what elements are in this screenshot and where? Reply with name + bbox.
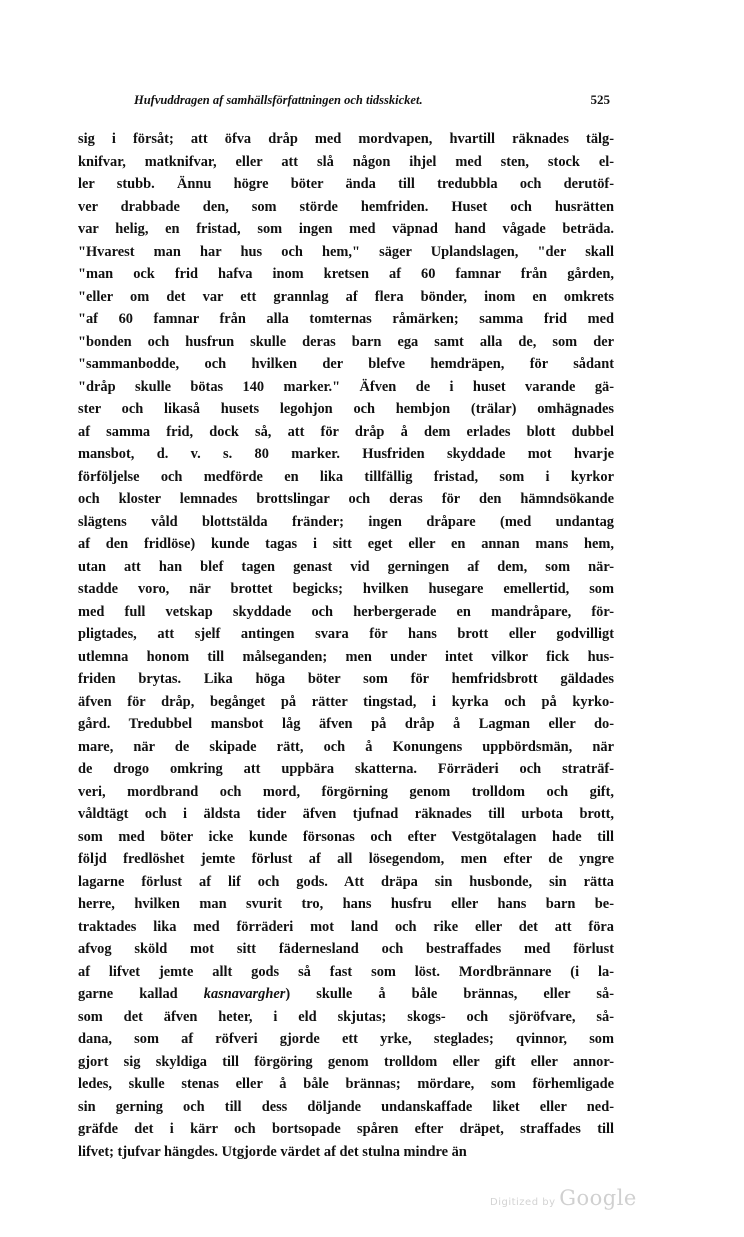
book-page: [78, 92, 614, 1163]
text-line: och kloster lemnades brottslingar och deras för den hämndsökande: [78, 491, 614, 507]
text-line: mare, när de skipade rätt, och å Konungens uppbördsmän, när: [78, 738, 614, 755]
text-line: ver drabbade den, som störde hemfriden. Huset och husrätten: [78, 198, 614, 215]
text-line: af lifvet jemte allt gods så fast som löst. Mordbrännare (i la-: [78, 963, 614, 980]
text-line: traktades lika med förräderi mot land och rike eller det att föra: [78, 918, 614, 935]
text-line: sig i försåt; att öfva dråp med mordvapen, hvartill räknades tälg-: [78, 131, 614, 147]
body-text: [78, 128, 614, 1163]
text-line: "bonden och husfrun skulle deras barn ega samt alla de, som der: [78, 333, 614, 350]
text-line: följd fredlöshet jemte förlust af all lösegendom, men efter de yngre: [78, 851, 614, 867]
running-head: [78, 92, 614, 114]
watermark-prefix: Digitized by: [490, 1197, 560, 1208]
text-line: pligtades, att sjelf antingen svara för hans brott eller godvilligt: [78, 626, 614, 642]
text-line: afvog sköld mot sitt fädernesland och bestraffades med förlust: [78, 941, 614, 957]
text-line: utlemna honom till målseganden; men under intet vilkor fick hus-: [78, 648, 614, 665]
text-line: friden brytas. Lika höga böter som för hemfridsbrott gäldades: [78, 671, 614, 687]
text-line: utan att han blef tagen genast vid gerningen af dem, som när-: [78, 558, 614, 575]
text-line: lifvet; tjufvar hängdes. Utgjorde värdet af det stulna mindre än: [78, 1143, 467, 1160]
text-line: som det äfven heter, i eld skjutas; skogs- och sjöröfvare, så-: [78, 1008, 614, 1025]
text-line: ler stubb. Ännu högre böter ända till tredubbla och derutöf-: [78, 176, 614, 192]
text-line: af samma frid, dock så, att för dråp å dem erlades blott dubbel: [78, 423, 614, 440]
text-line: "man ock frid hafva inom kretsen af 60 famnar från gården,: [78, 266, 614, 282]
text-line: med full vetskap skyddade och herbergerade en mandråpare, för-: [78, 603, 614, 620]
text-line: "Hvarest man har hus och hem," säger Uplandslagen, "der skall: [78, 243, 614, 260]
line-segment: ) skulle å båle brännas, eller så-: [285, 986, 614, 1002]
google-logo-text: Google: [559, 1186, 637, 1210]
text-line: förföljelse och medförde en lika tillfällig fristad, som i kyrkor: [78, 468, 614, 485]
text-line: äfven för dråp, begånget på rätter tingstad, i kyrka och på kyrko-: [78, 693, 614, 710]
text-line: af den fridlöse) kunde tagas i sitt eget eller en annan mans hem,: [78, 536, 614, 552]
running-title: Hufvuddragen af samhällsförfattningen och tidsskicket.: [134, 93, 423, 107]
text-line: stadde voro, när brottet begicks; hvilken husegare emellertid, som: [78, 581, 614, 597]
text-line: gräfde det i kärr och bortsopade spåren efter dräpet, straffades till: [78, 1121, 614, 1137]
digitized-by-google-watermark: [490, 1186, 637, 1210]
text-line: våldtägt och i äldsta tider äfven tjufnad räknades till urbota brott,: [78, 806, 614, 822]
text-line: de drogo omkring att uppbära skatterna. Förräderi och straträf-: [78, 761, 614, 777]
text-line: som med böter icke kunde försonas och efter Vestgötalagen hade till: [78, 828, 614, 845]
text-line: herre, hvilken man svurit tro, hans husfru eller hans barn be-: [78, 896, 614, 912]
text-line: dana, som af röfveri gjorde ett yrke, steglades; qvinnor, som: [78, 1031, 614, 1047]
text-line: "dråp skulle bötas 140 marker." Äfven de i huset varande gä-: [78, 378, 614, 395]
text-line: knifvar, matknifvar, eller att slå någon ihjel med sten, stock el-: [78, 153, 614, 170]
italic-term-kasnavargher: kasnavargher: [203, 986, 286, 1002]
text-line: lagarne förlust af lif och gods. Att dräpa sin husbonde, sin rätta: [78, 873, 614, 890]
text-line: "af 60 famnar från alla tomternas råmärken; samma frid med: [78, 311, 614, 327]
text-line: sin gerning och till dess döljande undanskaffade liket eller ned-: [78, 1098, 614, 1115]
text-line: mansbot, d. v. s. 80 marker. Husfriden skyddade mot hvarje: [78, 446, 614, 462]
text-line: gård. Tredubbel mansbot låg äfven på dråp å Lagman eller do-: [78, 716, 614, 732]
text-line: ster och likaså husets legohjon och hembjon (trälar) omhägnades: [78, 401, 614, 417]
text-line: slägtens våld blottstälda fränder; ingen dråpare (med undantag: [78, 513, 614, 530]
text-line: "sammanbodde, och hvilken der blefve hemdräpen, för sådant: [78, 356, 614, 372]
text-line: veri, mordbrand och mord, förgörning genom trolldom och gift,: [78, 783, 614, 800]
line-segment: garne kallad: [78, 986, 204, 1002]
text-line: gjort sig skyldiga till förgöring genom trolldom eller gift eller annor-: [78, 1053, 614, 1070]
page-number: 525: [590, 92, 610, 107]
text-line: "eller om det var ett grannlag af flera bönder, inom en omkrets: [78, 288, 614, 305]
text-line: var helig, en fristad, som ingen med väpnad hand vågade beträda.: [78, 221, 614, 237]
text-line-with-italic-term: [78, 983, 614, 1006]
text-line: ledes, skulle stenas eller å båle brännas; mördare, som förhemligade: [78, 1076, 614, 1092]
